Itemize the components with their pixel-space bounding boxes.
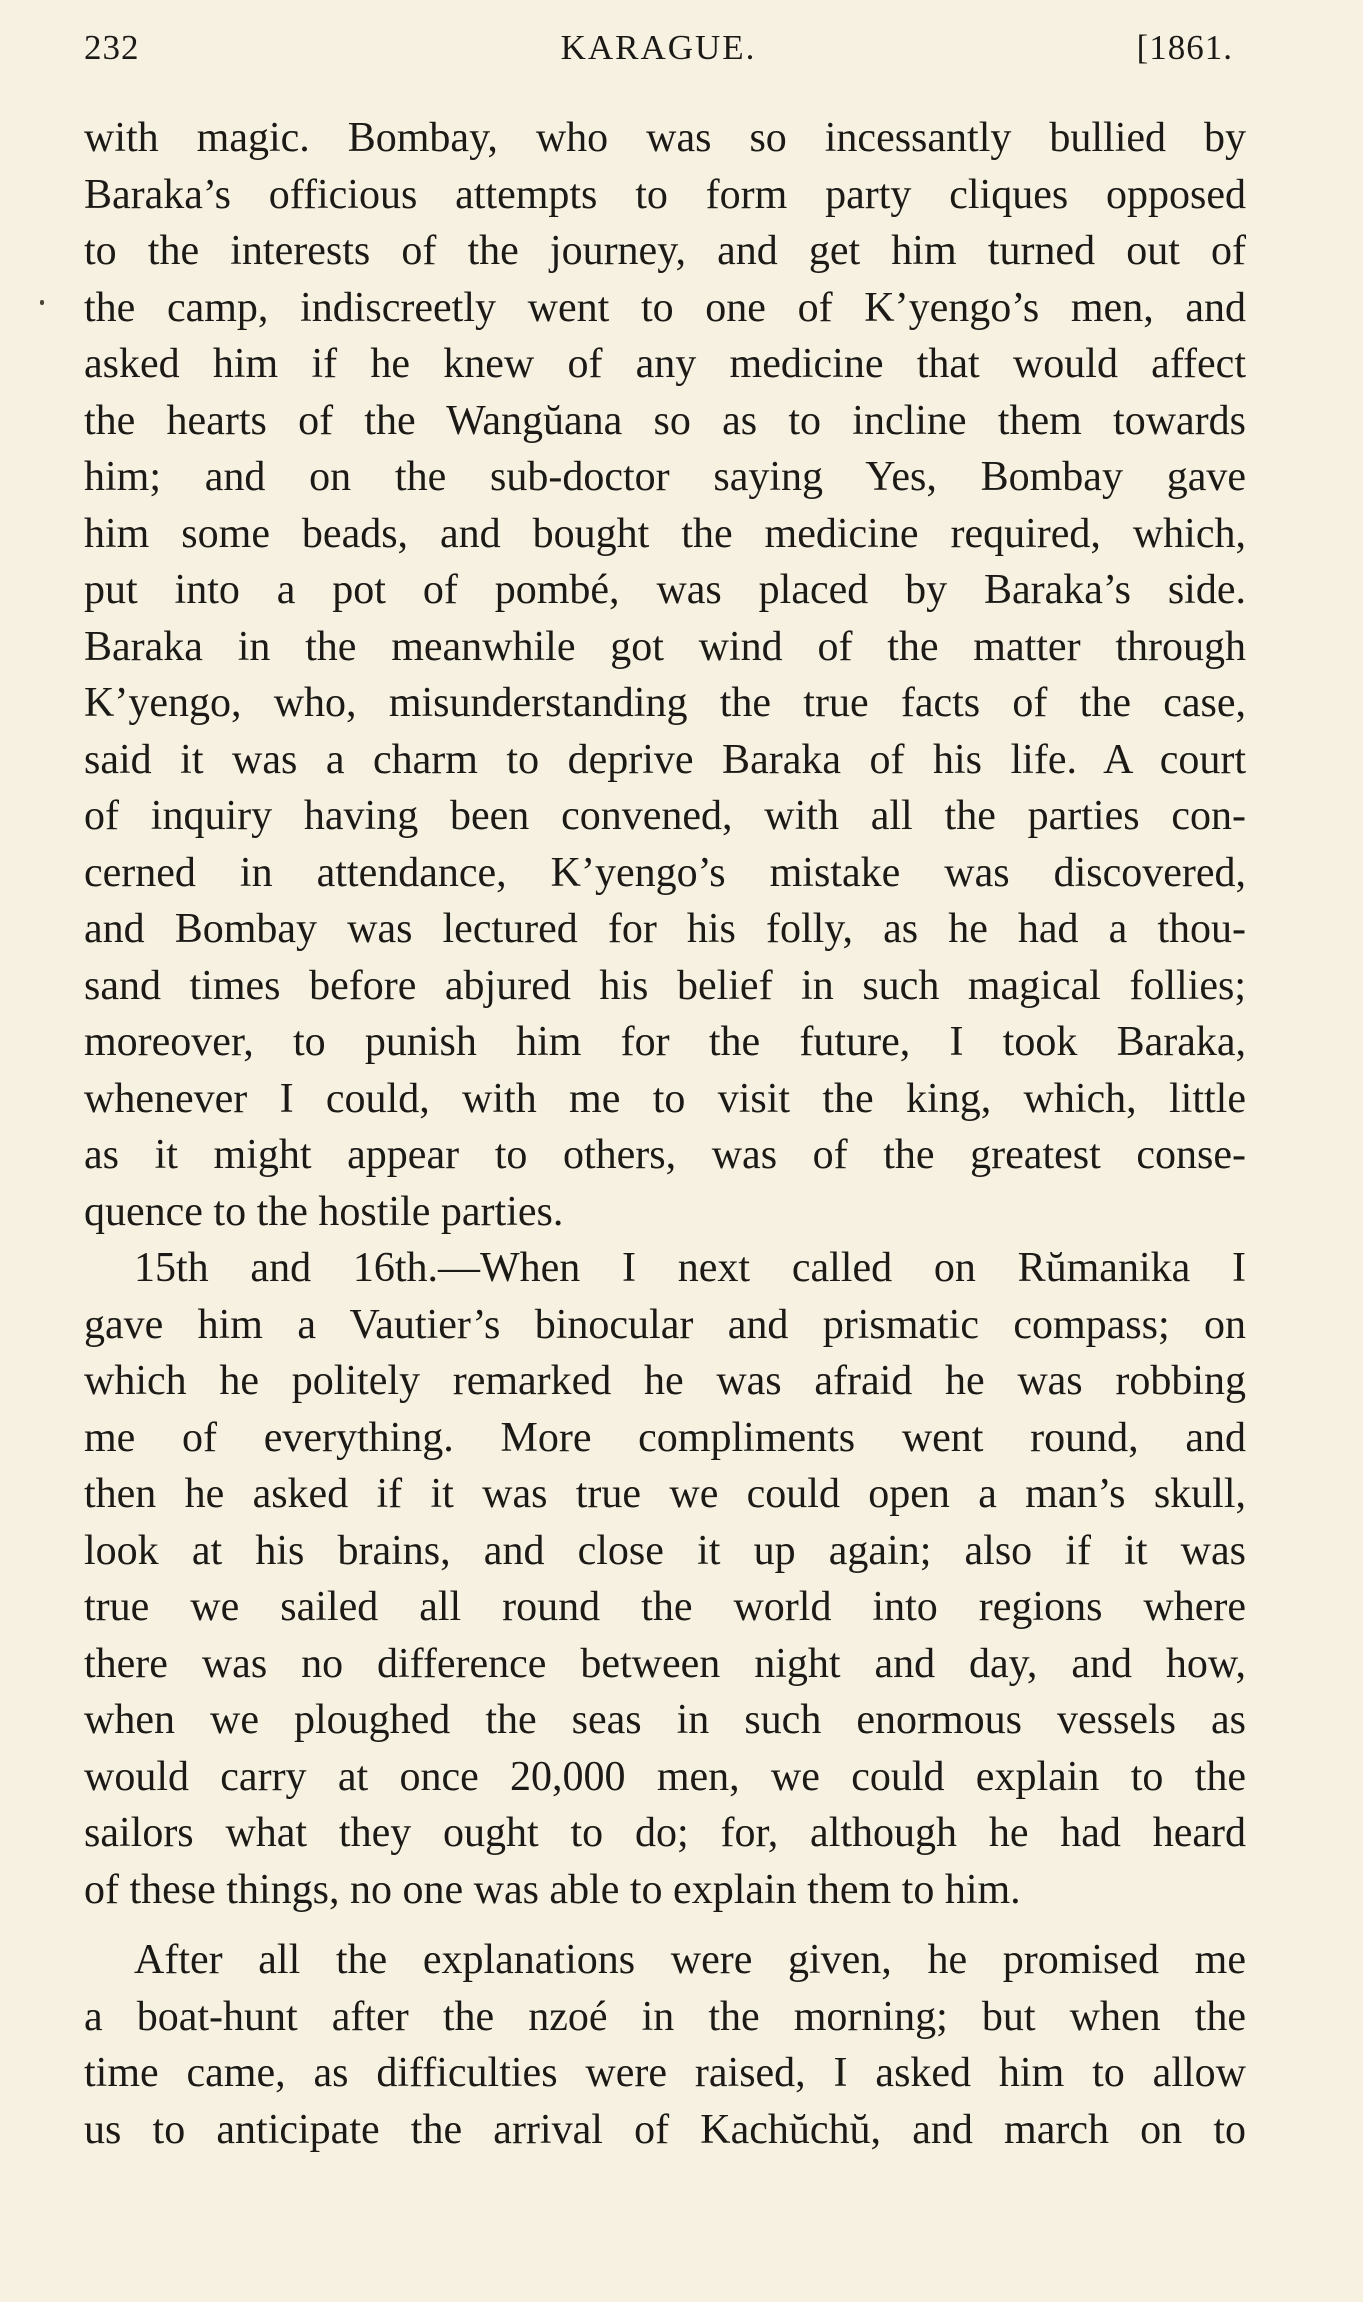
- body-text: [84, 110, 1246, 2158]
- text-line: sailors what they ought to do; for, although he had heard: [84, 1810, 1246, 1856]
- text-line: which he politely remarked he was afraid he was robbing: [84, 1358, 1246, 1404]
- text-line: Baraka’s officious attempts to form party cliques opposed: [84, 171, 1246, 218]
- page-header: [84, 28, 1233, 78]
- text-line: as it might appear to others, was of the greatest conse-: [84, 1132, 1246, 1178]
- text-line: when we ploughed the seas in such enormous vessels as: [84, 1697, 1246, 1743]
- text-line: Baraka in the meanwhile got wind of the matter through: [84, 623, 1246, 670]
- text-line: a boat-hunt after the nzoé in the morning; but when the: [84, 1993, 1246, 2040]
- text-line: asked him if he knew of any medicine that would affect: [84, 341, 1246, 387]
- text-line: then he asked if it was true we could open a man’s skull,: [84, 1471, 1246, 1517]
- ink-speck: [40, 300, 44, 305]
- text-line: the hearts of the Wangŭana so as to incline them towards: [84, 397, 1246, 444]
- text-line: whenever I could, with me to visit the king, which, little: [84, 1075, 1246, 1122]
- text-line: us to anticipate the arrival of Kachŭchŭ, and march on to: [84, 2106, 1246, 2153]
- text-line: put into a pot of pombé, was placed by Baraka’s side.: [84, 567, 1246, 613]
- text-line: moreover, to punish him for the future, I took Baraka,: [84, 1019, 1246, 1065]
- text-line: After all the explanations were given, he promised me: [134, 1937, 1246, 1983]
- text-line: and Bombay was lectured for his folly, as he had a thou-: [84, 906, 1246, 952]
- text-line: said it was a charm to deprive Baraka of his life. A court: [84, 736, 1246, 783]
- text-line: true we sailed all round the world into regions where: [84, 1584, 1246, 1630]
- text-line: me of everything. More compliments went round, and: [84, 1414, 1246, 1461]
- text-line: of inquiry having been convened, with all the parties con-: [84, 793, 1246, 839]
- text-line: there was no difference between night and day, and how,: [84, 1640, 1246, 1687]
- text-line: him some beads, and bought the medicine required, which,: [84, 510, 1246, 557]
- header-year: [1861.: [1136, 28, 1233, 67]
- text-line: 15th and 16th.—When I next called on Rŭmanika I: [134, 1245, 1246, 1291]
- running-title: KARAGUE.: [560, 28, 757, 67]
- text-line: with magic. Bombay, who was so incessantly bullied by: [84, 115, 1246, 161]
- text-line: sand times before abjured his belief in such magical follies;: [84, 962, 1246, 1009]
- text-line: quence to the hostile parties.: [84, 1188, 564, 1235]
- text-line: time came, as difficulties were raised, I asked him to allow: [84, 2050, 1246, 2096]
- text-line: would carry at once 20,000 men, we could explain to the: [84, 1753, 1246, 1800]
- text-line: of these things, no one was able to explain them to him.: [84, 1866, 1021, 1913]
- text-line: cerned in attendance, K’yengo’s mistake was discovered,: [84, 849, 1246, 896]
- text-line: gave him a Vautier’s binocular and prismatic compass; on: [84, 1301, 1246, 1348]
- page-number: 232: [84, 28, 140, 67]
- text-line: look at his brains, and close it up again; also if it was: [84, 1527, 1246, 1574]
- paragraph-gap: [84, 1918, 1246, 1932]
- text-line: the camp, indiscreetly went to one of K’yengo’s men, and: [84, 284, 1246, 331]
- text-line: K’yengo, who, misunderstanding the true facts of the case,: [84, 680, 1246, 726]
- text-line: him; and on the sub-doctor saying Yes, Bombay gave: [84, 454, 1246, 500]
- text-line: to the interests of the journey, and get him turned out of: [84, 228, 1246, 274]
